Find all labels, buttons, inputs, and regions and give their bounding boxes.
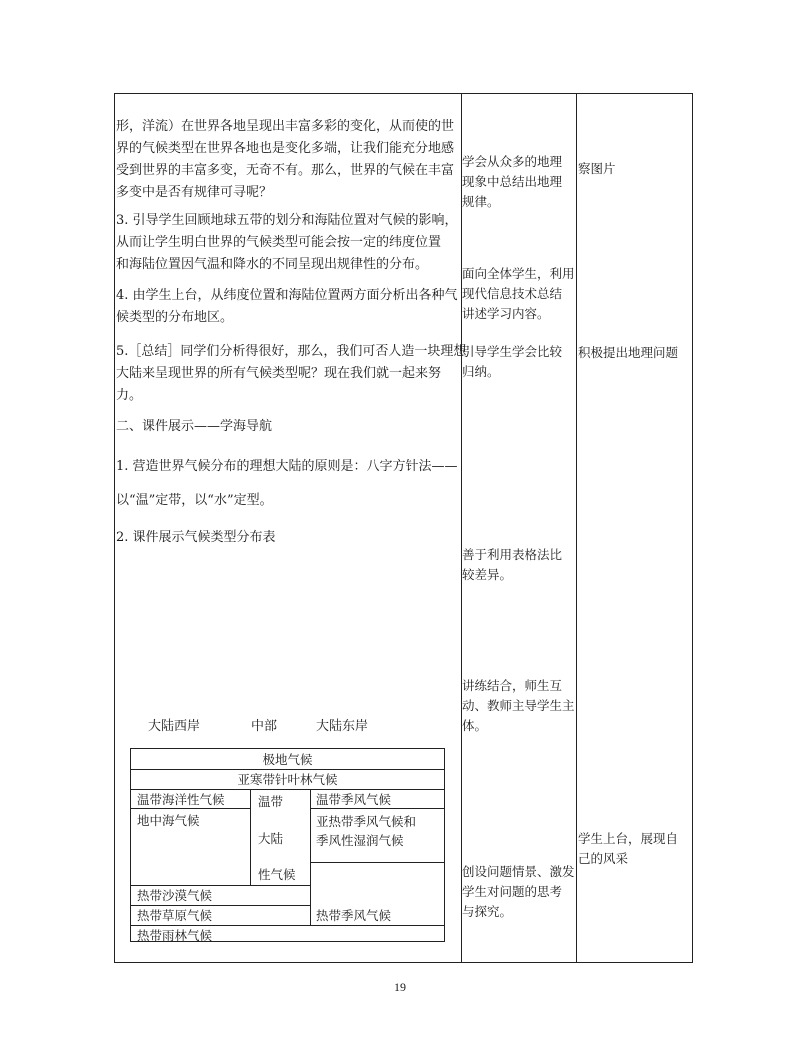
intent-6-line-3: 与探究。 (462, 904, 513, 919)
para-1-line-1: 形，洋流）在世界各地呈现出丰富多彩的变化，从而使的世 (116, 119, 455, 134)
para-5-line-2: 大陆来呈现世界的所有气候类型呢？现在我们就一起来努 (116, 366, 442, 381)
intent-6-line-2: 学生对问题的思考 (462, 884, 563, 899)
intent-2-line-1: 面向全体学生，利用 (462, 266, 575, 281)
para-4-line-1: 4. 由学生上台，从纬度位置和海陆位置两方面分析出各种气 (116, 288, 458, 303)
table-line (310, 789, 311, 925)
table-line (130, 885, 310, 886)
para-1-line-2: 界的气候类型在世界各地也是变化多端，让我们能充分地感 (116, 141, 455, 156)
para-4-line-2: 候类型的分布地区。 (116, 310, 234, 325)
cell-subtropical-1: 亚热带季风气候和 (316, 814, 417, 829)
cell-subarctic: 亚寒带针叶林气候 (237, 772, 338, 787)
para-1-line-4: 多变中是否有规律可寻呢？ (116, 185, 273, 200)
activity-3-line-2: 己的风采 (578, 851, 629, 866)
cell-tropical-savanna: 热带草原气候 (137, 908, 213, 923)
column-divider-1 (461, 93, 462, 963)
table-line (130, 769, 445, 770)
intent-4-line-1: 善于利用表格法比 (462, 547, 563, 562)
cell-polar: 极地气候 (262, 752, 313, 767)
label-east-coast: 大陆东岸 (316, 719, 369, 734)
section-heading: 二、课件展示——学海导航 (116, 419, 273, 434)
cell-subtropical-2: 季风性湿润气候 (316, 833, 404, 848)
intent-2-line-3: 讲述学习内容。 (462, 306, 550, 321)
para-3-line-3: 和海陆位置因气温和降水的不同呈现出规律性的分布。 (116, 257, 429, 272)
table-line (130, 905, 310, 906)
cell-temperate-continental-2: 大陆 (258, 831, 284, 846)
intent-3-line-1: 引导学生学会比较 (462, 344, 563, 359)
intent-4-line-2: 较差异。 (462, 567, 513, 582)
cell-temperate-monsoon: 温带季风气候 (316, 792, 392, 807)
label-interior: 中部 (251, 719, 278, 734)
intent-3-line-2: 归纳。 (462, 364, 500, 379)
intent-5-line-2: 动、教师主导学生主 (462, 698, 575, 713)
para-5-line-3: 力。 (116, 388, 143, 403)
label-west-coast: 大陆西岸 (148, 719, 201, 734)
item-2: 2. 课件展示气候类型分布表 (116, 530, 276, 545)
para-5-line-1: 5.［总结］同学们分析得很好，那么，我们可否人造一块理想 (116, 344, 467, 359)
intent-6-line-1: 创设问题情景、激发 (462, 864, 575, 879)
cell-temperate-continental-3: 性气候 (258, 867, 296, 882)
item-1-line-1: 1. 营造世界气候分布的理想大陆的原则是：八字方针法—— (116, 459, 458, 474)
intent-5-line-1: 讲练结合，师生互 (462, 678, 563, 693)
item-1-line-2: 以“温”定带，以“水”定型。 (116, 493, 273, 508)
column-divider-2 (576, 93, 577, 963)
intent-2-line-2: 现代信息技术总结 (462, 286, 563, 301)
cell-tropical-desert: 热带沙漠气候 (137, 888, 213, 903)
cell-mediterranean: 地中海气候 (137, 813, 200, 828)
table-line (250, 789, 251, 885)
para-3-line-2: 从而让学生明白世界的气候类型可能会按一定的纬度位置 (116, 235, 442, 250)
intent-1-line-3: 规律。 (462, 194, 500, 209)
table-line (310, 862, 445, 863)
table-line (130, 789, 445, 790)
intent-1-line-2: 现象中总结出地理 (462, 174, 563, 189)
page-number: 19 (394, 980, 406, 994)
cell-tropical-rainforest: 热带雨林气候 (137, 928, 213, 943)
para-1-line-3: 受到世界的丰富多变，无奇不有。那么，世界的气候在丰富 (116, 163, 455, 178)
cell-tropical-monsoon: 热带季风气候 (316, 908, 392, 923)
para-3-line-1: 3. 引导学生回顾地球五带的划分和海陆位置对气候的影响， (116, 213, 458, 228)
table-line (130, 925, 445, 926)
cell-temperate-continental-1: 温带 (258, 794, 284, 809)
intent-5-line-3: 体。 (462, 718, 488, 733)
activity-3-line-1: 学生上台，展现自 (578, 831, 679, 846)
cell-temperate-maritime: 温带海洋性气候 (137, 792, 225, 807)
activity-2: 积极提出地理问题 (578, 345, 679, 360)
activity-1: 察图片 (578, 161, 616, 176)
intent-1-line-1: 学会从众多的地理 (462, 154, 563, 169)
